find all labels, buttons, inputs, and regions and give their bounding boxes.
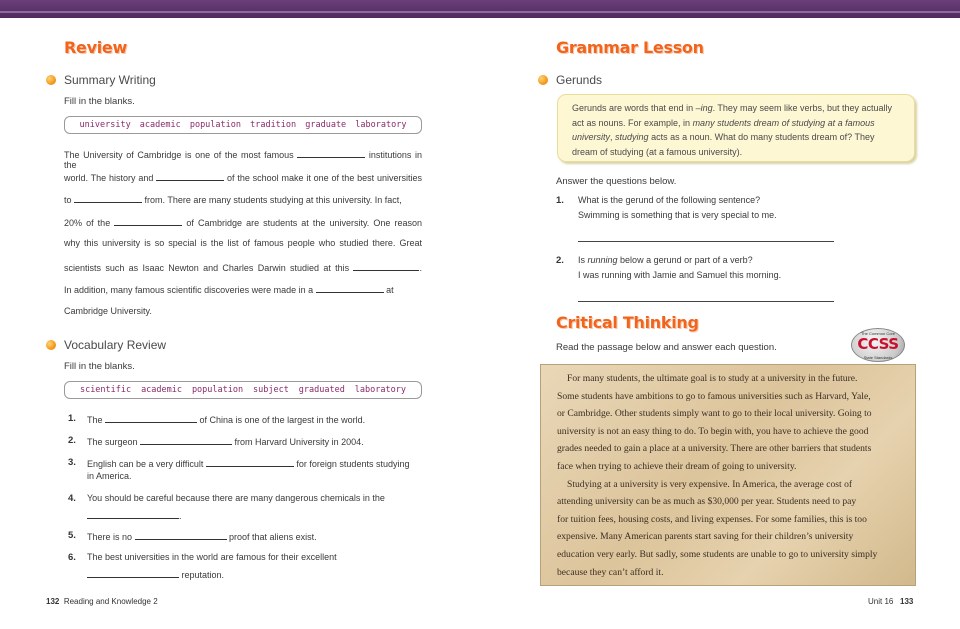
gerund-explanation-box: Gerunds are words that end in –ing. They may seem like verbs, but they actually act as nouns. For example, in many students dream of studying at a famous university, studying acts as a noun. What do many students dream of? They dream of studying (at a famous university). <box>557 94 915 162</box>
word-bank-item: population <box>189 120 242 130</box>
passage-line: for tuition fees, housing costs, and living expenses. For some families, this is too <box>557 513 867 525</box>
passage-line: face when trying to achieve their dream of going to university. <box>557 461 797 472</box>
item-number: 2. <box>68 435 76 446</box>
summary-line: world. The history and of the school make it one of the best universities <box>64 172 422 183</box>
summary-line: The University of Cambridge is one of the most famous institutions in the <box>64 150 422 170</box>
bullet-icon <box>46 75 56 85</box>
answer-line-2[interactable] <box>578 301 834 302</box>
passage-line: For many students, the ultimate goal is to study at a university in the future. <box>567 373 858 384</box>
passage-line: expensive. Many American parents start saving for their children’s university <box>557 531 854 543</box>
fill-blank[interactable] <box>74 193 142 203</box>
question-1-sentence: Swimming is something that is very special to me. <box>578 210 777 220</box>
vocab-item: English can be a very difficult for foreign students studying <box>87 459 410 469</box>
question-2: Is running below a gerund or part of a verb? <box>578 255 753 265</box>
passage-line: attending university can be as much as $30,000 per year. Students need to pay <box>557 496 857 508</box>
bullet-icon <box>538 75 548 85</box>
bullet-icon <box>46 340 56 350</box>
answer-instruction: Answer the questions below. <box>556 176 677 187</box>
question-1: What is the gerund of the following sentence? <box>578 195 761 205</box>
word-bank-item: subject <box>253 385 289 395</box>
passage-line: or Cambridge. Other students simply want to go to their local university. Going to <box>557 408 872 420</box>
vocab-item-continued: . <box>87 509 182 521</box>
summary-writing-heading: Summary Writing <box>64 73 156 87</box>
passage-instruction: Read the passage below and answer each question. <box>556 342 777 353</box>
passage-line: university is not an easy thing to do. To begin with, you have to achieve the good <box>557 425 869 437</box>
fill-blank[interactable] <box>114 216 182 226</box>
vocab-item: The surgeon from Harvard University in 2004. <box>87 437 364 447</box>
fill-blank[interactable] <box>206 457 294 467</box>
answer-line-1[interactable] <box>578 241 834 242</box>
passage-line: Studying at a university is very expensive. In America, the average cost of <box>567 478 853 490</box>
fill-blank[interactable] <box>353 261 419 271</box>
word-bank-item: academic <box>139 120 181 130</box>
word-bank-item: graduated <box>298 385 345 395</box>
vocabulary-review-heading: Vocabulary Review <box>64 338 167 352</box>
word-bank-item: university <box>79 120 131 130</box>
item-number: 4. <box>68 493 76 504</box>
summary-line: why this university is so special is the list of famous people who studied there. Great <box>64 238 422 248</box>
critical-thinking-title: Critical Thinking <box>556 313 699 332</box>
fill-blank[interactable] <box>156 171 224 181</box>
ccss-badge-icon: The Common Core CCSS State Standards <box>851 328 905 362</box>
word-bank-item: laboratory <box>355 120 407 130</box>
fill-blank[interactable] <box>140 435 232 445</box>
summary-line: scientists such as Isaac Newton and Charles Darwin studied at this . <box>64 262 422 273</box>
right-footer: Unit 16 133 <box>868 597 914 606</box>
fill-blank[interactable] <box>297 148 365 158</box>
reading-passage <box>540 364 916 586</box>
fill-blank[interactable] <box>105 413 197 423</box>
passage-line: Some students have ambitions to go to famous universities such as Harvard, Yale, <box>557 390 871 402</box>
vocab-item-continued: in America. <box>87 471 132 481</box>
passage-line: education very early. But sadly, some students are unable to go to university simply <box>557 549 878 560</box>
word-bank-item: graduate <box>305 120 347 130</box>
passage-line: grades needed to gain a place at a university. There are other barriers that students <box>557 443 872 455</box>
vocab-word-box <box>64 381 422 399</box>
fill-blank[interactable] <box>316 283 384 293</box>
item-number: 3. <box>68 457 76 468</box>
word-bank-item: tradition <box>250 120 297 130</box>
summary-line: to from. There are many students studying at this university. In fact, <box>64 195 402 205</box>
summary-instruction: Fill in the blanks. <box>64 96 135 107</box>
top-band <box>0 0 960 18</box>
passage-line: because they can’t afford it. <box>557 566 664 578</box>
vocab-item: The of China is one of the largest in the world. <box>87 415 366 425</box>
summary-line: In addition, many famous scientific discoveries were made in a at <box>64 285 394 295</box>
item-number: 5. <box>68 530 76 541</box>
question-2-sentence: I was running with Jamie and Samuel this morning. <box>578 270 782 280</box>
summary-line: 20% of the of Cambridge are students at the university. One reason <box>64 217 422 228</box>
question-number: 2. <box>556 255 564 266</box>
summary-line: Cambridge University. <box>64 305 152 316</box>
fill-blank[interactable] <box>87 509 179 519</box>
item-number: 6. <box>68 552 76 563</box>
left-footer: 132 Reading and Knowledge 2 <box>46 597 158 606</box>
gerunds-heading: Gerunds <box>556 73 603 87</box>
grammar-lesson-title: Grammar Lesson <box>556 38 704 57</box>
summary-word-box <box>64 116 422 134</box>
vocab-instruction: Fill in the blanks. <box>64 361 135 372</box>
fill-blank[interactable] <box>135 530 227 540</box>
word-bank-item: academic <box>141 385 183 395</box>
item-number: 1. <box>68 413 76 424</box>
word-bank-item: laboratory <box>354 385 406 395</box>
review-title: Review <box>64 38 127 57</box>
word-bank-item: population <box>191 385 244 395</box>
fill-blank[interactable] <box>87 568 179 578</box>
vocab-item: There is no proof that aliens exist. <box>87 532 317 542</box>
question-number: 1. <box>556 195 564 206</box>
vocab-item-continued: reputation. <box>87 568 224 580</box>
word-bank-item: scientific <box>79 385 132 395</box>
vocab-item: The best universities in the world are famous for their excellent <box>87 552 337 562</box>
vocab-item: You should be careful because there are many dangerous chemicals in the <box>87 493 385 503</box>
